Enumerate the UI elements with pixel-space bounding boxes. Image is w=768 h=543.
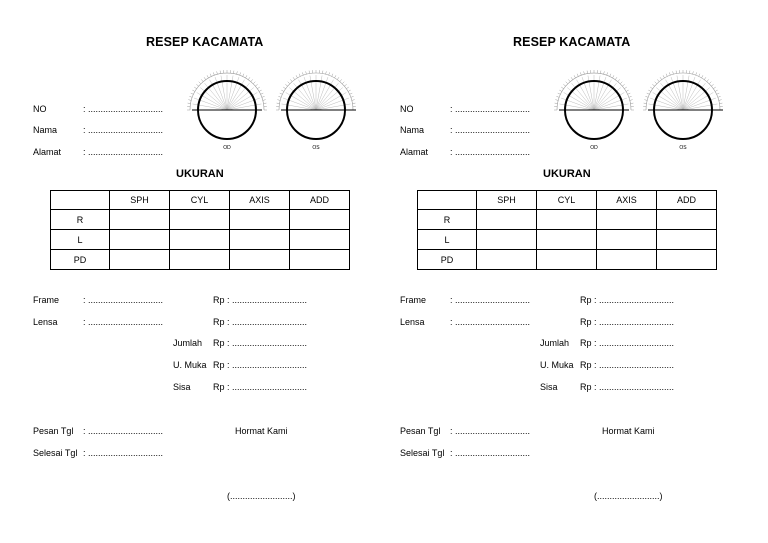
degree-mark <box>645 96 648 97</box>
degree-mark <box>253 82 255 84</box>
degree-mark <box>715 90 718 92</box>
selesai-field[interactable]: : .............................. <box>83 448 164 458</box>
degree-mark <box>342 82 344 84</box>
degree-mark <box>283 87 285 89</box>
lensa-price-field[interactable]: Rp : .............................. <box>213 317 308 327</box>
degree-mark <box>615 77 617 79</box>
header-sph: SPH <box>110 191 170 210</box>
degree-mark <box>644 103 647 104</box>
degree-mark <box>332 74 333 77</box>
selesai-label: Selesai Tgl <box>33 448 78 458</box>
degree-mark <box>566 82 568 84</box>
degree-mark <box>329 72 330 75</box>
degree-mark <box>563 84 565 86</box>
degree-mark <box>693 71 694 74</box>
degree-mark <box>217 71 218 74</box>
degree-mark <box>707 79 709 81</box>
degree-mark <box>194 87 196 89</box>
degree-mark <box>580 72 581 75</box>
table-cell[interactable] <box>230 250 290 270</box>
signature-line[interactable]: (.........................) <box>227 491 296 501</box>
table-cell[interactable] <box>657 210 717 230</box>
degree-mark <box>243 74 244 77</box>
lensa-field[interactable]: : .............................. <box>450 317 531 327</box>
degree-mark <box>346 87 348 89</box>
degree-mark <box>257 87 259 89</box>
table-cell[interactable] <box>657 230 717 250</box>
degree-mark <box>696 72 697 75</box>
table-cell[interactable] <box>597 250 657 270</box>
os-label: OS <box>312 145 320 151</box>
measurement-table <box>417 190 717 270</box>
measurement-table <box>50 190 350 270</box>
table-cell[interactable] <box>110 250 170 270</box>
table-row <box>418 230 717 250</box>
degree-mark <box>604 71 605 74</box>
degree-mark <box>278 96 281 97</box>
no-field[interactable]: : .............................. <box>450 104 531 114</box>
umuka-field[interactable]: Rp : .............................. <box>580 360 675 370</box>
degree-mark <box>322 71 323 74</box>
umuka-field[interactable]: Rp : .............................. <box>213 360 308 370</box>
degree-mark <box>709 82 711 84</box>
table-row <box>418 210 717 230</box>
table-row <box>51 210 350 230</box>
degree-mark <box>348 90 351 92</box>
table-cell[interactable] <box>230 210 290 230</box>
axis-dials <box>186 66 362 158</box>
degree-mark <box>293 77 295 79</box>
frame-label: Frame <box>33 295 60 305</box>
degree-mark <box>607 72 608 75</box>
table-cell[interactable] <box>537 230 597 250</box>
table-cell[interactable] <box>477 230 537 250</box>
degree-mark <box>240 72 241 75</box>
table-cell[interactable] <box>290 230 350 250</box>
degree-mark <box>326 71 327 74</box>
degree-mark <box>263 103 266 104</box>
degree-mark <box>574 75 576 78</box>
table-cell[interactable] <box>290 210 350 230</box>
header-axis: AXIS <box>597 191 657 210</box>
degree-mark <box>555 100 558 101</box>
sisa-label: Sisa <box>173 382 191 392</box>
degree-mark <box>210 74 211 77</box>
ukuran-heading: UKURAN <box>176 168 224 180</box>
alamat-label: Alamat <box>400 147 429 157</box>
degree-mark <box>288 82 290 84</box>
od-label: OD <box>223 145 231 151</box>
frame-field[interactable]: : .............................. <box>450 295 531 305</box>
jumlah-label: Jumlah <box>173 338 203 348</box>
degree-mark <box>628 93 631 94</box>
pesan-label: Pesan Tgl <box>33 426 74 436</box>
degree-mark <box>306 71 307 74</box>
degree-mark <box>299 74 300 77</box>
degree-mark <box>624 87 626 89</box>
degree-mark <box>344 84 346 86</box>
sisa-label: Sisa <box>540 382 558 392</box>
degree-mark <box>644 100 647 101</box>
alamat-label: Alamat <box>33 147 62 157</box>
degree-mark <box>555 103 558 104</box>
table-header-row <box>418 191 717 210</box>
degree-mark <box>285 84 287 86</box>
header-cell-empty <box>418 191 477 210</box>
degree-mark <box>655 82 657 84</box>
od-dial <box>187 70 267 151</box>
header-add: ADD <box>290 191 350 210</box>
degree-mark <box>584 71 585 74</box>
umuka-label: U. Muka <box>540 360 574 370</box>
jumlah-field[interactable]: Rp : .............................. <box>580 338 675 348</box>
degree-mark <box>237 71 238 74</box>
degree-mark <box>340 79 342 81</box>
degree-mark <box>259 90 262 92</box>
degree-mark <box>192 90 195 92</box>
os-dial <box>276 70 356 151</box>
degree-mark <box>699 74 700 77</box>
row-label-r: R <box>418 210 477 230</box>
degree-mark <box>251 79 253 81</box>
degree-mark <box>207 75 209 78</box>
degree-mark <box>309 71 310 74</box>
header-cell-empty <box>51 191 110 210</box>
header-sph: SPH <box>477 191 537 210</box>
frame-price-field[interactable]: Rp : .............................. <box>213 295 308 305</box>
degree-mark <box>666 74 667 77</box>
header-add: ADD <box>657 191 717 210</box>
frame-price-field[interactable]: Rp : .............................. <box>580 295 675 305</box>
table-cell[interactable] <box>110 230 170 250</box>
degree-mark <box>673 71 674 74</box>
degree-mark <box>626 90 629 92</box>
degree-mark <box>689 71 690 74</box>
axis-dials <box>553 66 729 158</box>
degree-mark <box>657 79 659 81</box>
degree-mark <box>559 90 562 92</box>
degree-mark <box>280 93 283 94</box>
table-cell[interactable] <box>657 250 717 270</box>
degree-mark <box>610 74 611 77</box>
frame-label: Frame <box>400 295 427 305</box>
form-title: RESEP KACAMATA <box>513 35 631 49</box>
degree-mark <box>191 93 194 94</box>
nama-label: Nama <box>33 125 58 135</box>
degree-mark <box>669 72 670 75</box>
degree-mark <box>188 100 191 101</box>
degree-mark <box>556 96 559 97</box>
pesan-field[interactable]: : .............................. <box>83 426 164 436</box>
lensa-label: Lensa <box>400 317 425 327</box>
header-cyl: CYL <box>537 191 597 210</box>
no-field[interactable]: : .............................. <box>83 104 164 114</box>
od-dial <box>554 70 634 151</box>
os-label: OS <box>679 145 687 151</box>
no-label: NO <box>400 104 414 114</box>
table-cell[interactable] <box>597 230 657 250</box>
lensa-price-field[interactable]: Rp : .............................. <box>580 317 675 327</box>
degree-mark <box>571 77 573 79</box>
degree-mark <box>281 90 284 92</box>
pesan-field[interactable]: : .............................. <box>450 426 531 436</box>
table-cell[interactable] <box>290 250 350 270</box>
degree-mark <box>188 103 191 104</box>
table-cell[interactable] <box>477 250 537 270</box>
degree-mark <box>213 72 214 75</box>
sisa-field[interactable]: Rp : .............................. <box>213 382 308 392</box>
table-cell[interactable] <box>537 250 597 270</box>
degree-mark <box>350 93 353 94</box>
degree-mark <box>352 103 355 104</box>
degree-mark <box>630 103 633 104</box>
degree-mark <box>618 79 620 81</box>
degree-mark <box>261 93 264 94</box>
degree-mark <box>277 100 280 101</box>
lensa-field[interactable]: : .............................. <box>83 317 164 327</box>
degree-mark <box>277 103 280 104</box>
degree-mark <box>558 93 561 94</box>
degree-mark <box>201 79 203 81</box>
degree-mark <box>719 100 722 101</box>
selesai-label: Selesai Tgl <box>400 448 445 458</box>
row-label-pd: PD <box>51 250 110 270</box>
nama-label: Nama <box>400 125 425 135</box>
degree-mark <box>290 79 292 81</box>
degree-mark <box>663 75 665 78</box>
od-label: OD <box>590 145 598 151</box>
degree-mark <box>719 103 722 104</box>
degree-mark <box>702 75 704 78</box>
degree-mark <box>711 84 713 86</box>
degree-mark <box>647 93 650 94</box>
row-label-l: L <box>51 230 110 250</box>
row-label-r: R <box>51 210 110 230</box>
hormat-kami: Hormat Kami <box>602 426 655 436</box>
degree-mark <box>630 100 633 101</box>
header-axis: AXIS <box>230 191 290 210</box>
jumlah-field[interactable]: Rp : .............................. <box>213 338 308 348</box>
table-cell[interactable] <box>170 210 230 230</box>
signature-line[interactable]: (.........................) <box>594 491 663 501</box>
table-cell[interactable] <box>477 210 537 230</box>
degree-mark <box>352 100 355 101</box>
hormat-kami: Hormat Kami <box>235 426 288 436</box>
degree-mark <box>255 84 257 86</box>
umuka-label: U. Muka <box>173 360 207 370</box>
row-label-l: L <box>418 230 477 250</box>
os-dial <box>643 70 723 151</box>
header-cyl: CYL <box>170 191 230 210</box>
lensa-label: Lensa <box>33 317 58 327</box>
sisa-field[interactable]: Rp : .............................. <box>580 382 675 392</box>
degree-mark <box>561 87 563 89</box>
degree-mark <box>263 100 266 101</box>
ukuran-heading: UKURAN <box>543 168 591 180</box>
table-cell[interactable] <box>230 230 290 250</box>
degree-mark <box>622 84 624 86</box>
degree-mark <box>351 96 354 97</box>
table-row <box>418 250 717 270</box>
degree-mark <box>620 82 622 84</box>
prescription-form-right <box>367 0 751 543</box>
alamat-field[interactable]: : .............................. <box>83 147 164 157</box>
degree-mark <box>629 96 632 97</box>
table-cell[interactable] <box>597 210 657 230</box>
selesai-field[interactable]: : .............................. <box>450 448 531 458</box>
table-cell[interactable] <box>537 210 597 230</box>
nama-field[interactable]: : .............................. <box>450 125 531 135</box>
form-title: RESEP KACAMATA <box>146 35 264 49</box>
table-header-row <box>51 191 350 210</box>
degree-mark <box>717 93 720 94</box>
degree-mark <box>248 77 250 79</box>
degree-mark <box>704 77 706 79</box>
table-cell[interactable] <box>170 250 230 270</box>
table-row <box>51 230 350 250</box>
degree-mark <box>600 71 601 74</box>
table-cell[interactable] <box>110 210 170 230</box>
degree-mark <box>262 96 265 97</box>
no-label: NO <box>33 104 47 114</box>
degree-mark <box>650 87 652 89</box>
degree-mark <box>577 74 578 77</box>
frame-field[interactable]: : .............................. <box>83 295 164 305</box>
jumlah-label: Jumlah <box>540 338 570 348</box>
degree-mark <box>220 71 221 74</box>
table-cell[interactable] <box>170 230 230 250</box>
degree-mark <box>233 71 234 74</box>
degree-mark <box>199 82 201 84</box>
degree-mark <box>296 75 298 78</box>
degree-mark <box>337 77 339 79</box>
degree-mark <box>196 84 198 86</box>
pesan-label: Pesan Tgl <box>400 426 441 436</box>
degree-mark <box>568 79 570 81</box>
degree-mark <box>648 90 651 92</box>
degree-mark <box>613 75 615 78</box>
degree-mark <box>660 77 662 79</box>
degree-mark <box>246 75 248 78</box>
row-label-pd: PD <box>418 250 477 270</box>
nama-field[interactable]: : .............................. <box>83 125 164 135</box>
degree-mark <box>652 84 654 86</box>
degree-mark <box>204 77 206 79</box>
degree-mark <box>676 71 677 74</box>
degree-mark <box>718 96 721 97</box>
degree-mark <box>587 71 588 74</box>
degree-mark <box>189 96 192 97</box>
degree-mark <box>302 72 303 75</box>
table-row <box>51 250 350 270</box>
degree-mark <box>713 87 715 89</box>
degree-mark <box>335 75 337 78</box>
alamat-field[interactable]: : .............................. <box>450 147 531 157</box>
